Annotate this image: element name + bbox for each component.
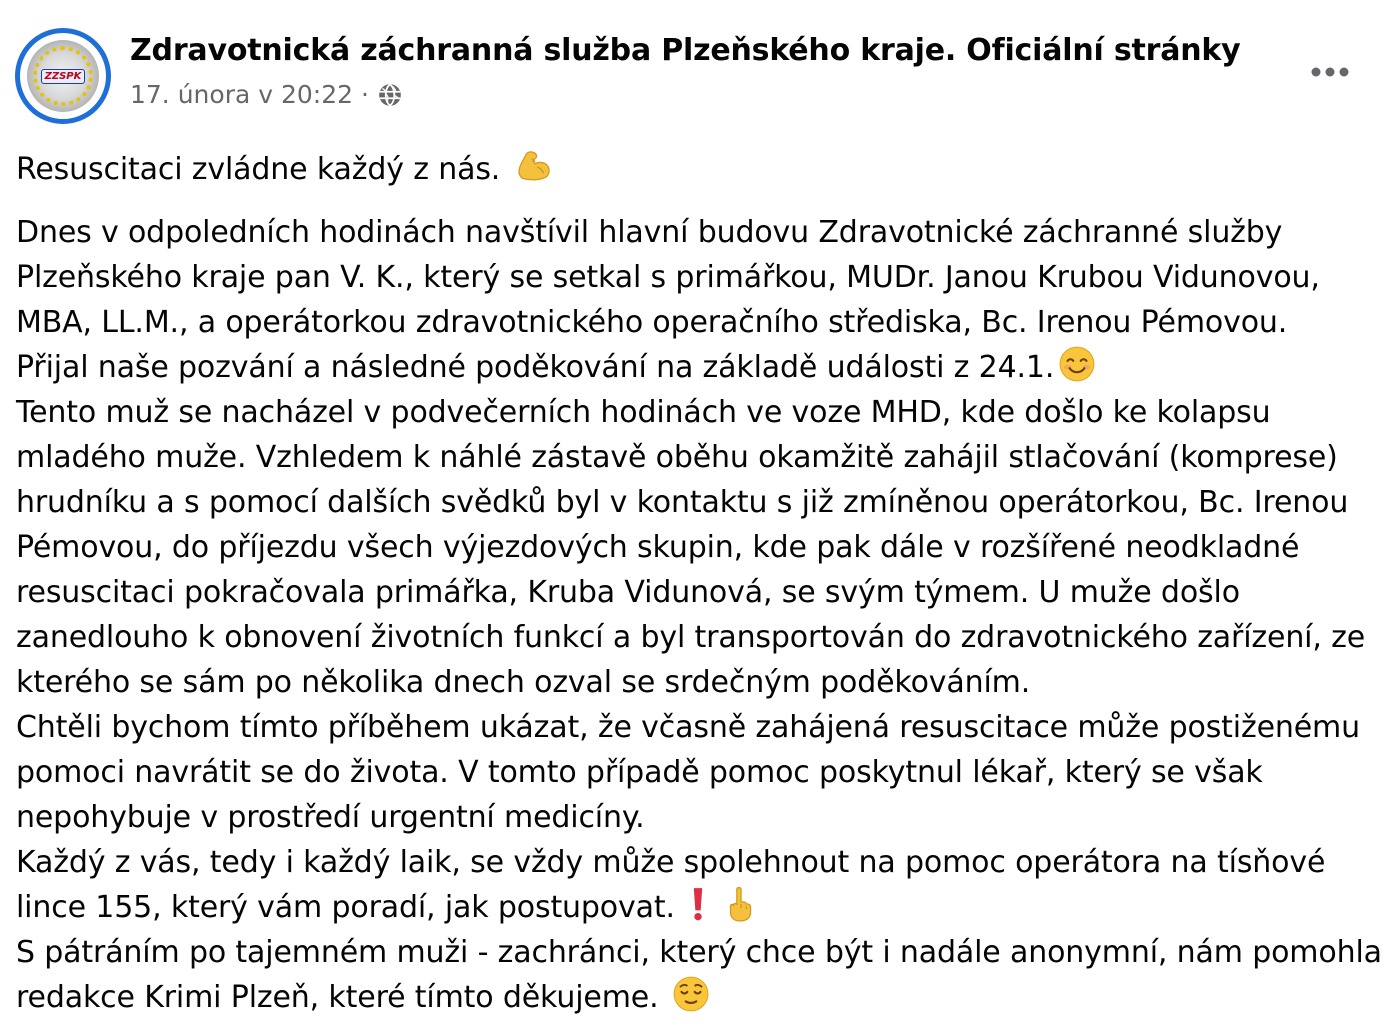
post-line: MBA, LL.M., a operátorkou zdravotnického operačního střediska, Bc. Irenou Pémovou. bbox=[16, 305, 1288, 340]
post-line: hrudníku a s pomocí dalších svědků byl v kontaktu s již zmíněnou operátorkou, Bc. Irenou bbox=[16, 485, 1349, 520]
post-paragraph bbox=[16, 210, 1376, 390]
post-line: redakce Krimi Plzeň, které tímto děkujeme. bbox=[16, 975, 1376, 1020]
post-line: Pémovou, do příjezdu všech výjezdových skupin, kde pak dále v rozšířené neodkladné bbox=[16, 530, 1300, 565]
post-line: resuscitaci pokračovala primářka, Kruba Vidunová, se svým týmem. U muže došlo bbox=[16, 575, 1240, 610]
post-line: lince 155, který vám poradí, jak postupovat. bbox=[16, 885, 1376, 930]
index-pointing-up-icon bbox=[721, 885, 759, 923]
post-line: pomoci navrátit se do života. V tomto případě pomoc poskytnul lékař, který se však bbox=[16, 755, 1263, 790]
exclamation-mark-icon bbox=[679, 885, 717, 923]
post-paragraph bbox=[16, 930, 1382, 1020]
post-line: Resuscitaci zvládne každý z nás. bbox=[16, 147, 1376, 192]
flexed-biceps-icon bbox=[514, 147, 552, 185]
post-paragraph bbox=[16, 840, 1376, 930]
post-paragraph bbox=[16, 147, 1376, 192]
post-meta bbox=[130, 80, 403, 109]
smiling-face-icon bbox=[1058, 345, 1096, 383]
page-avatar[interactable] bbox=[15, 28, 111, 124]
post-paragraph bbox=[16, 390, 1376, 705]
page-name-link[interactable]: Zdravotnická záchranná služba Plzeňského kraje. Oficiální stránky bbox=[130, 33, 1241, 68]
post-header bbox=[0, 0, 1388, 140]
post-line: Přijal naše pozvání a následné poděkování na základě události z 24.1. bbox=[16, 345, 1376, 390]
post-line: Chtěli bychom tímto příběhem ukázat, že včasně zahájená resuscitace může postiženému bbox=[16, 710, 1360, 745]
post-timestamp[interactable]: 17. února v 20:22 bbox=[130, 80, 354, 109]
relieved-face-icon bbox=[672, 975, 710, 1013]
post-line: zanedlouho k obnovení životních funkcí a byl transportován do zdravotnického zařízení, ze bbox=[16, 620, 1366, 655]
post-line: Dnes v odpoledních hodinách navštívil hlavní budovu Zdravotnické záchranné služby bbox=[16, 215, 1283, 250]
avatar-badge: ZZSPK bbox=[41, 69, 86, 84]
post-line: S pátráním po tajemném muži - zachránci, který chce být i nadále anonymní, nám pomohla bbox=[16, 935, 1382, 970]
post-line: mladého muže. Vzhledem k náhlé zástavě oběhu okamžitě zahájil stlačování (komprese) bbox=[16, 440, 1338, 475]
post-message bbox=[16, 147, 1382, 1020]
post-line: Každý z vás, tedy i každý laik, se vždy může spolehnout na pomoc operátora na tísňové bbox=[16, 845, 1326, 880]
post-paragraph bbox=[16, 705, 1376, 840]
post-line: Plzeňského kraje pan V. K., který se setkal s primářkou, MUDr. Janou Krubou Vidunovou, bbox=[16, 260, 1320, 295]
globe-icon[interactable] bbox=[377, 82, 403, 108]
more-options-button[interactable] bbox=[1300, 52, 1360, 92]
post-line: kterého se sám po několika dnech ozval se srdečným poděkováním. bbox=[16, 665, 1031, 700]
more-options-icon bbox=[1310, 63, 1350, 82]
meta-separator: · bbox=[361, 80, 369, 109]
avatar-logo bbox=[27, 40, 99, 112]
post-line: Tento muž se nacházel v podvečerních hodinách ve voze MHD, kde došlo ke kolapsu bbox=[16, 395, 1271, 430]
post-line: nepohybuje v prostředí urgentní medicíny. bbox=[16, 800, 645, 835]
